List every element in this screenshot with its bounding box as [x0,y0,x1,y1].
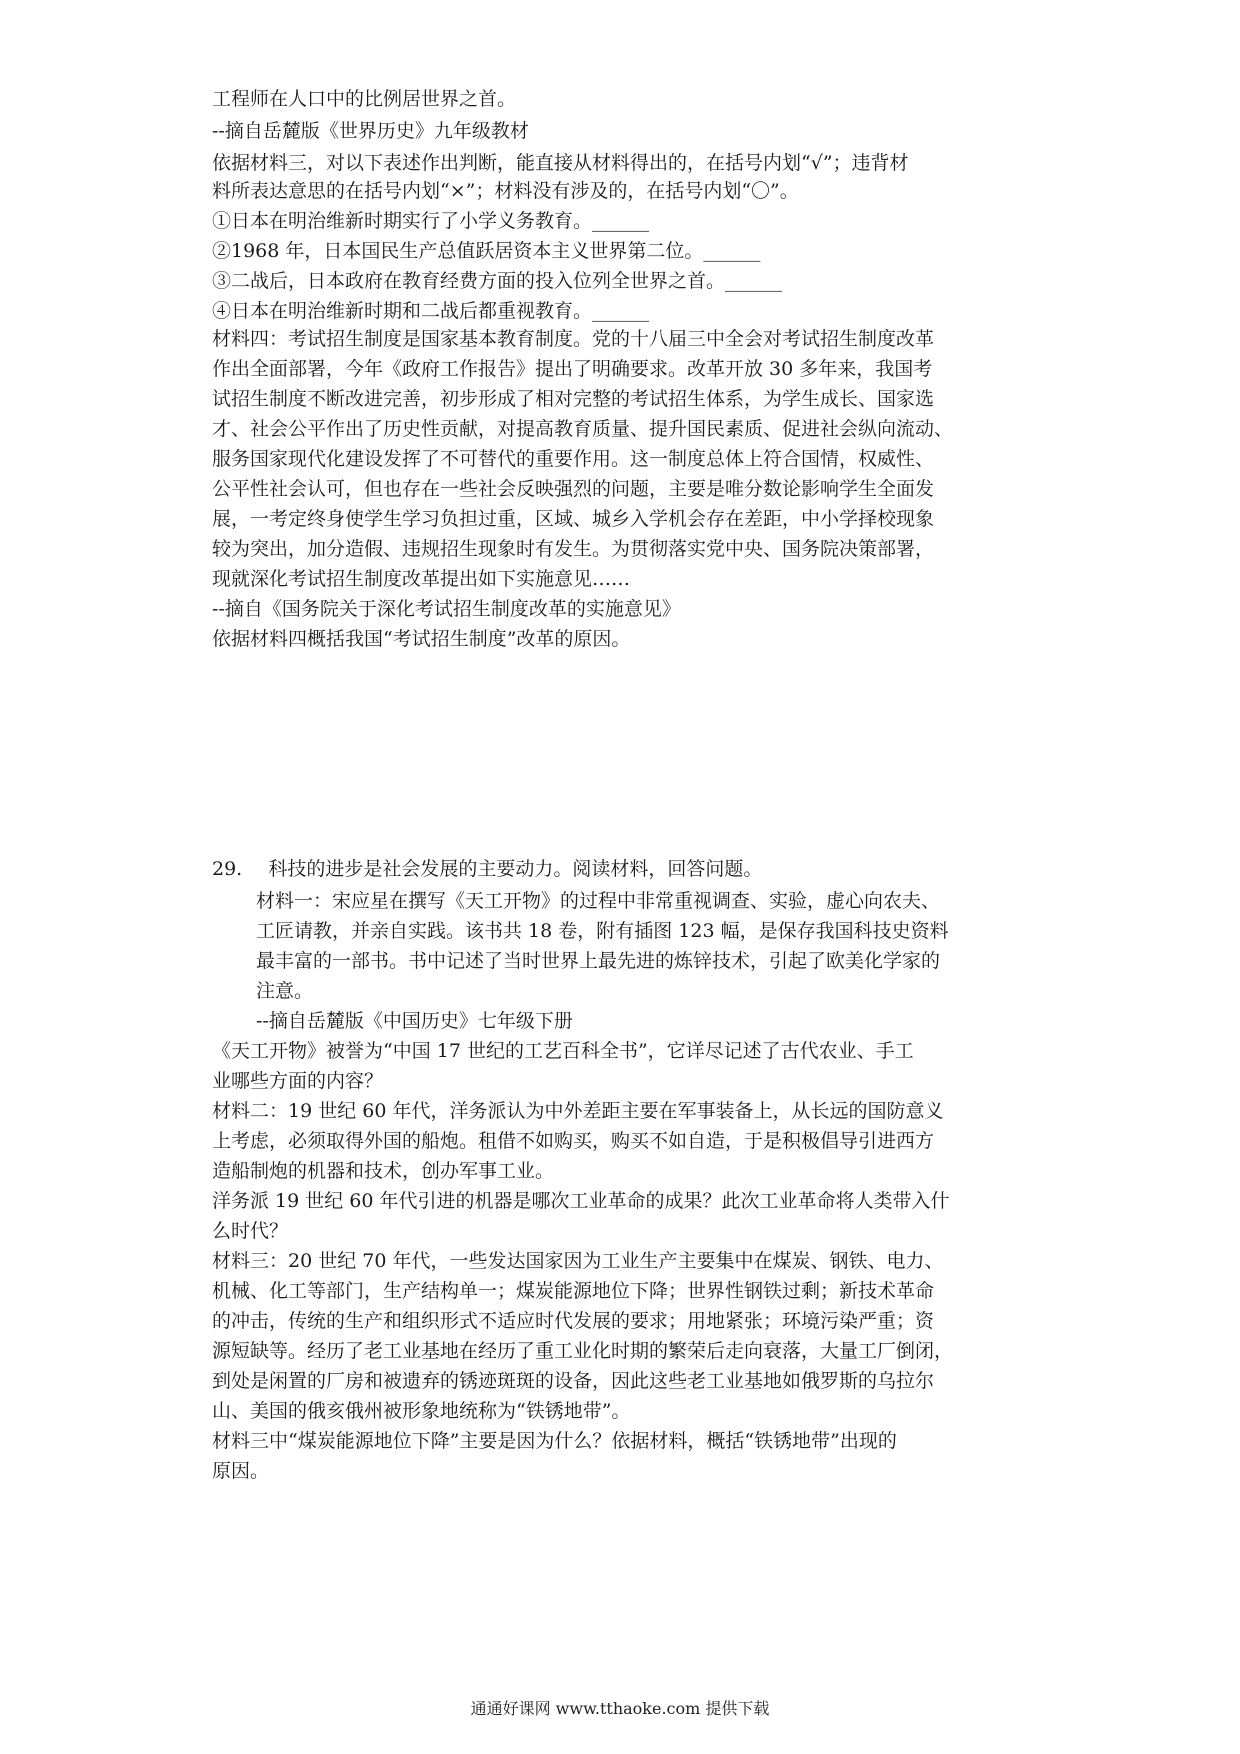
material-one-line: 材料一：宋应星在撰写《天工开物》的过程中非常重视调查、实验，虚心向农夫、 [256,890,941,912]
material-four-line: 公平性社会认可，但也存在一些社会反映强烈的问题，主要是唯分数论影响学生全面发 [212,478,935,500]
judgement-item-2: ②1968 年，日本国民生产总值跃居资本主义世界第二位。______ [212,240,761,262]
question-line: 洋务派 19 世纪 60 年代引进的机器是哪次工业革命的成果？此次工业革命将人类带入什 [212,1190,950,1212]
page-footer: 通通好课网 www.tthaoke.com 提供下载 [470,1699,770,1718]
question-line: 原因。 [212,1460,270,1482]
material-three-line: 山、美国的俄亥俄州被形象地统称为“铁锈地带”。 [212,1400,631,1422]
judgement-item-4: ④日本在明治维新时期和二战后都重视教育。______ [212,300,650,322]
question-stem: 科技的进步是社会发展的主要动力。阅读材料，回答问题。 [268,858,763,880]
material-two-line: 造船制炮的机器和技术，创办军事工业。 [212,1160,555,1182]
material-three-line: 到处是闲置的厂房和被遗弃的锈迹斑斑的设备，因此这些老工业基地如俄罗斯的乌拉尔 [212,1370,935,1392]
material-four-line: 服务国家现代化建设发挥了不可替代的重要作用。这一制度总体上符合国情，权威性、 [212,448,935,470]
material-four-line: 材料四：考试招生制度是国家基本教育制度。党的十八届三中全会对考试招生制度改革 [212,328,935,350]
question-line: 业哪些方面的内容？ [212,1070,384,1092]
material-three-line: 机械、化工等部门，生产结构单一；煤炭能源地位下降；世界性钢铁过剩；新技术革命 [212,1280,935,1302]
instruction-line: 料所表达意思的在括号内划“×”；材料没有涉及的，在括号内划“〇”。 [212,180,799,202]
material-one-line: 工匠请教，并亲自实践。该书共 18 卷，附有插图 123 幅，是保存我国科技史资料 [256,920,949,942]
material-two-line: 上考虑，必须取得外国的船炮。租借不如购买，购买不如自造，于是积极倡导引进西方 [212,1130,935,1152]
material-one-line: 注意。 [256,980,314,1002]
text-line: 工程师在人口中的比例居世界之首。 [212,88,517,110]
question-29-header [212,856,1042,886]
material-three-line: 源短缺等。经历了老工业基地在经历了重工业化时期的繁荣后走向衰落，大量工厂倒闭， [212,1340,954,1362]
source-citation: --摘自岳麓版《中国历史》七年级下册 [256,1010,573,1032]
question-number: 29. [212,858,243,880]
source-citation: --摘自岳麓版《世界历史》九年级教材 [212,120,529,142]
material-four-line: 展，一考定终身使学生学习负担过重，区域、城乡入学机会存在差距，中小学择校现象 [212,508,935,530]
question-line: 《天工开物》被誉为“中国 17 世纪的工艺百科全书”，它详尽记述了古代农业、手工 [212,1040,914,1062]
material-four-line: 试招生制度不断改进完善，初步形成了相对完整的考试招生体系，为学生成长、国家选 [212,388,935,410]
source-citation: --摘自《国务院关于深化考试招生制度改革的实施意见》 [212,598,681,620]
material-four-line: 作出全面部署，今年《政府工作报告》提出了明确要求。改革开放 30 多年来，我国考 [212,358,933,380]
material-four-line: 现就深化考试招生制度改革提出如下实施意见…… [212,568,631,590]
material-two-line: 材料二：19 世纪 60 年代，洋务派认为中外差距主要在军事装备上，从长远的国防意义 [212,1100,944,1122]
instruction-line: 依据材料三，对以下表述作出判断，能直接从材料得出的，在括号内划“√”；违背材 [212,152,909,174]
question-line: 材料三中“煤炭能源地位下降”主要是因为什么？依据材料，概括“铁锈地带”出现的 [212,1430,897,1452]
question-line: 么时代？ [212,1220,289,1242]
judgement-item-3: ③二战后，日本政府在教育经费方面的投入位列全世界之首。______ [212,270,783,292]
material-one-line: 最丰富的一部书。书中记述了当时世界上最先进的炼锌技术，引起了欧美化学家的 [256,950,941,972]
material-three-line: 材料三：20 世纪 70 年代，一些发达国家因为工业生产主要集中在煤炭、钢铁、电力、 [212,1250,944,1272]
material-four-line: 较为突出，加分造假、违规招生现象时有发生。为贯彻落实党中央、国务院决策部署， [212,538,935,560]
judgement-item-1: ①日本在明治维新时期实行了小学义务教育。______ [212,210,650,232]
question-line: 依据材料四概括我国“考试招生制度”改革的原因。 [212,628,631,650]
material-three-line: 的冲击，传统的生产和组织形式不适应时代发展的要求；用地紧张；环境污染严重；资 [212,1310,935,1332]
material-four-line: 才、社会公平作出了历史性贡献，对提高教育质量、提升国民素质、促进社会纵向流动、 [212,418,954,440]
